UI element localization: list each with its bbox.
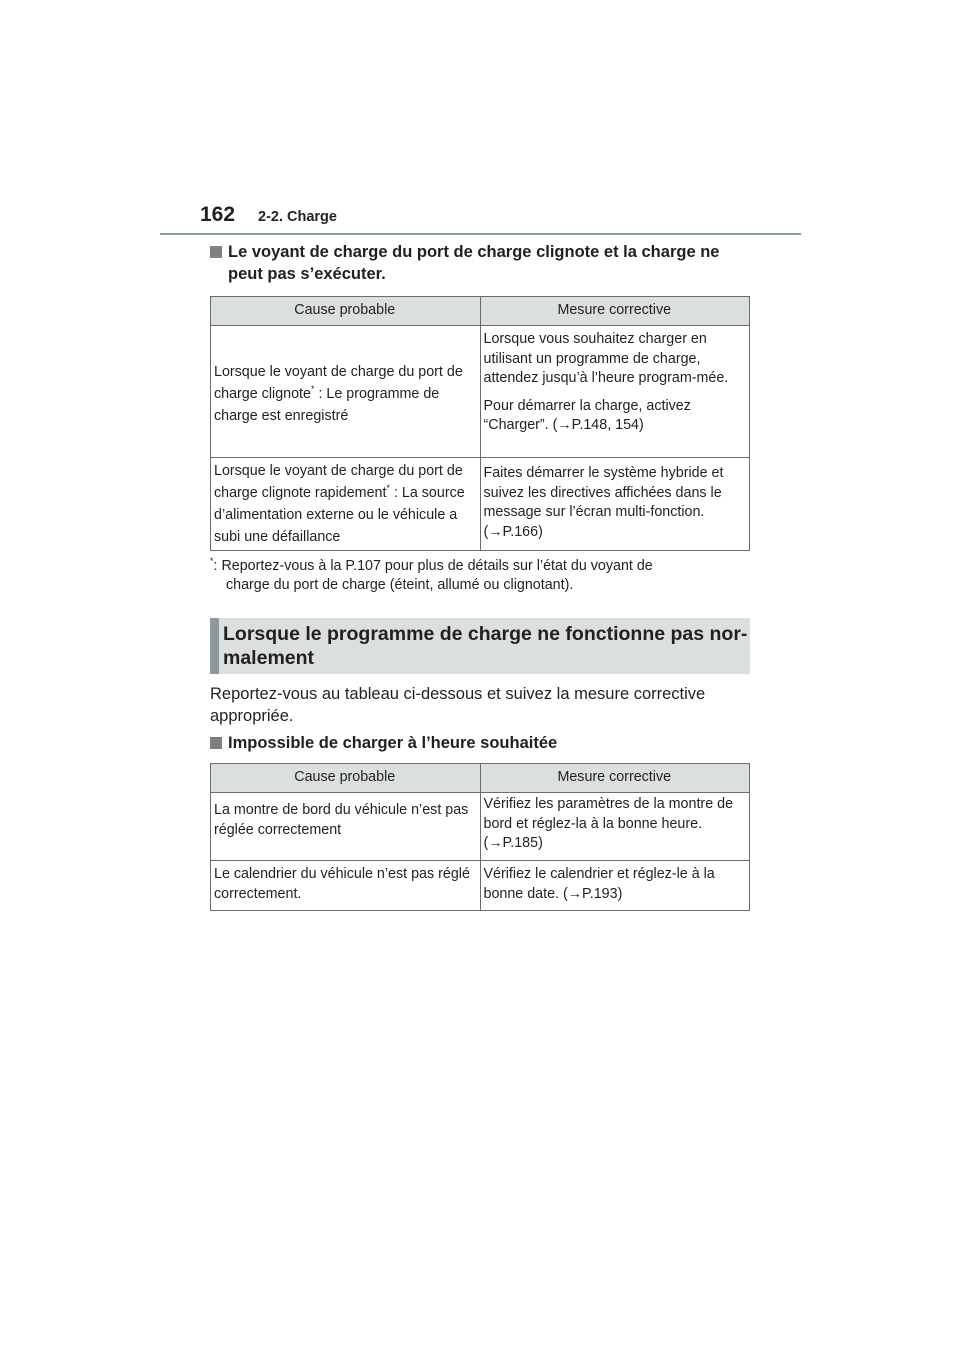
table-row [211, 326, 750, 458]
section-title: Lorsque le programme de charge ne fonctionne pas nor-malement [223, 623, 748, 669]
footnote-mark: * [310, 383, 315, 394]
page-number: 162 [200, 203, 236, 226]
table-header-row [211, 297, 750, 326]
table-row [211, 458, 750, 551]
section-banner [210, 618, 750, 674]
charge-indicator-table [210, 296, 750, 551]
footnote [210, 557, 750, 595]
cause-text: Lorsque le voyant de charge du port de charge clignote rapidement [214, 463, 463, 501]
measure-paragraph: Lorsque vous souhaitez charger en utilisant un programme de charge, attendez jusqu’à l’heure program-mée. [483, 331, 729, 386]
square-bullet-icon [210, 246, 222, 258]
cause-cell: Le calendrier du véhicule n’est pas réglé correctement. [211, 861, 481, 911]
column-header-measure: Mesure corrective [480, 297, 750, 326]
cause-text-cont: : Le programme de charge est enregistré [214, 385, 440, 424]
footnote-mark: * [386, 483, 390, 494]
section-label: 2-2. Charge [258, 209, 337, 225]
cause-text-cont: : La source d’alimentation externe ou le véhicule a subi une défaillance [214, 485, 465, 545]
subheading-text: Le voyant de charge du port de charge clignote et la charge ne peut pas s’exécuter. [228, 243, 720, 283]
column-header-cause: Cause probable [211, 297, 481, 326]
measure-cell: Vérifiez les paramètres de la montre de bord et réglez-la à la bonne heure. (→P.185) [480, 793, 750, 861]
measure-paragraph: Pour démarrer la charge, activez “Charger”. (→P.148, 154) [483, 397, 691, 433]
subheading-text: Impossible de charger à l’heure souhaitée [228, 734, 558, 752]
banner-accent-bar [210, 618, 219, 674]
schedule-table [210, 763, 750, 911]
cause-cell [211, 458, 481, 551]
table-row [211, 861, 750, 911]
column-header-cause: Cause probable [211, 764, 481, 793]
subheading-charge-indicator [210, 241, 750, 285]
square-bullet-icon [210, 737, 222, 749]
cause-cell [211, 326, 481, 458]
table-header-row [211, 764, 750, 793]
measure-cell: Faites démarrer le système hybride et suivez les directives affichées dans le message sur l’écran multi-fonction. (→P.166) [480, 458, 750, 551]
header-rule [160, 233, 801, 235]
intro-paragraph: Reportez-vous au tableau ci-dessous et suivez la mesure corrective appropriée. [210, 685, 706, 725]
table-row [211, 793, 750, 861]
cause-text: Lorsque le voyant de charge du port de charge clignote [214, 363, 463, 402]
cause-cell: La montre de bord du véhicule n’est pas réglée correctement [211, 793, 481, 861]
footnote-line: : Reportez-vous à la P.107 pour plus de détails sur l’état du voyant de [213, 558, 653, 574]
measure-cell [480, 326, 750, 458]
footnote-line: charge du port de charge (éteint, allumé ou clignotant). [226, 577, 574, 593]
column-header-measure: Mesure corrective [480, 764, 750, 793]
footnote-mark: * [210, 556, 214, 567]
subheading-time [210, 732, 750, 754]
measure-cell: Vérifiez le calendrier et réglez-le à la bonne date. (→P.193) [480, 861, 750, 911]
